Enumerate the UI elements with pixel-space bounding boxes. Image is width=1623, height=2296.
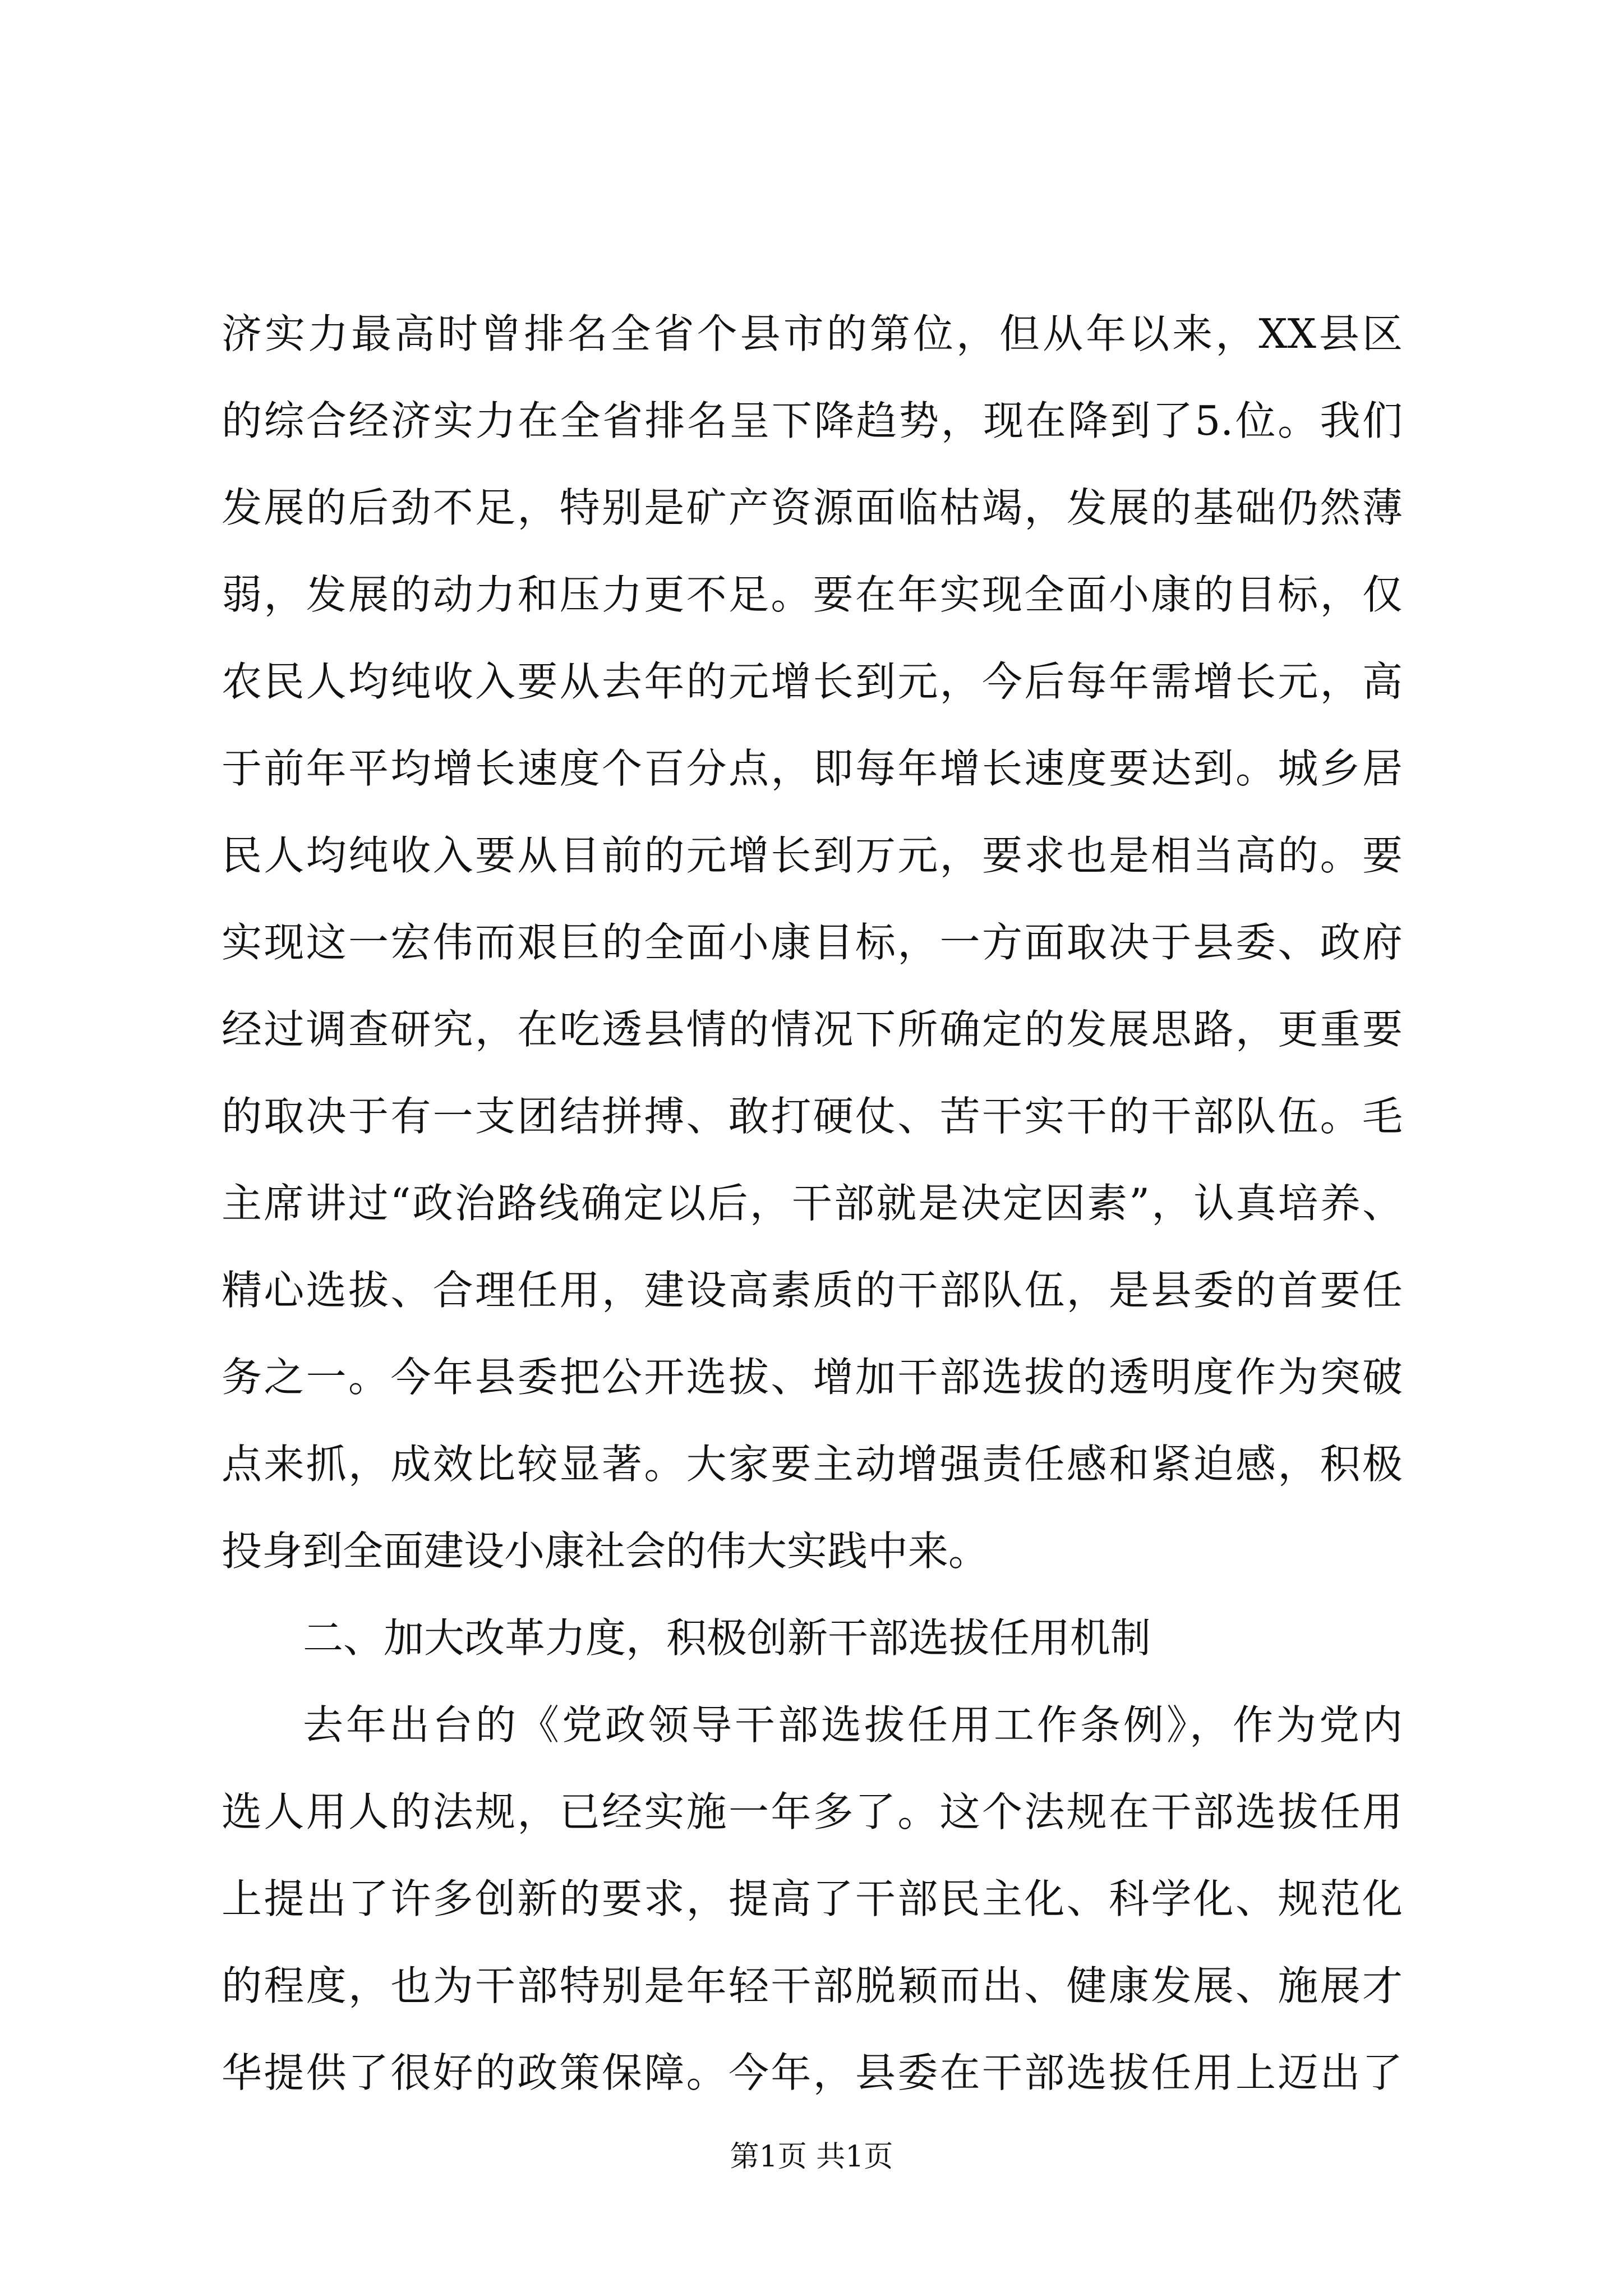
body-text-line: 济实力最高时曾排名全省个县市的第位，但从年以来，XX县区 [222,310,1403,357]
body-text-line: 主席讲过“政治路线确定以后，干部就是决定因素”，认真培养、 [222,1180,1403,1227]
body-text-line: 去年出台的《党政领导干部选拔任用工作条例》，作为党内 [303,1701,1403,1749]
page-footer: 第1页 共1页 [730,2140,893,2174]
body-text-line: 精心选拔、合理任用，建设高素质的干部队伍，是县委的首要任 [222,1267,1403,1314]
body-text-line: 发展的后劲不足，特别是矿产资源面临枯竭，发展的基础仍然薄 [222,484,1403,531]
body-text-line: 的取决于有一支团结拼搏、敢打硬仗、苦干实干的干部队伍。毛 [222,1093,1403,1140]
body-text-line: 实现这一宏伟而艰巨的全面小康目标，一方面取决于县委、政府 [222,919,1403,966]
body-text-line: 的综合经济实力在全省排名呈下降趋势，现在降到了5.位。我们 [222,397,1403,444]
body-text-line: 华提供了很好的政策保障。今年，县委在干部选拔任用上迈出了 [222,2049,1403,2096]
body-text-line: 经过调查研究，在吃透县情的情况下所确定的发展思路，更重要 [222,1006,1403,1053]
body-text-line: 于前年平均增长速度个百分点，即每年增长速度要达到。城乡居 [222,745,1403,792]
body-text-line: 务之一。今年县委把公开选拔、增加干部选拔的透明度作为突破 [222,1354,1403,1401]
body-text-line: 选人用人的法规，已经实施一年多了。这个法规在干部选拔任用 [222,1788,1403,1835]
body-text-line: 弱，发展的动力和压力更不足。要在年实现全面小康的目标，仅 [222,571,1403,618]
body-text-line: 点来抓，成效比较显著。大家要主动增强责任感和紧迫感，积极 [222,1441,1403,1488]
section-heading: 二、加大改革力度，积极创新干部选拔任用机制 [303,1614,1151,1662]
body-text-line: 民人均纯收入要从目前的元增长到万元，要求也是相当高的。要 [222,832,1403,879]
body-text-line: 投身到全面建设小康社会的伟大实践中来。 [222,1527,989,1575]
body-text-line: 上提出了许多创新的要求，提高了干部民主化、科学化、规范化 [222,1875,1403,1922]
body-text-line: 农民人均纯收入要从去年的元增长到元，今后每年需增长元，高 [222,658,1403,705]
body-text-line: 的程度，也为干部特别是年轻干部脱颖而出、健康发展、施展才 [222,1962,1403,2009]
